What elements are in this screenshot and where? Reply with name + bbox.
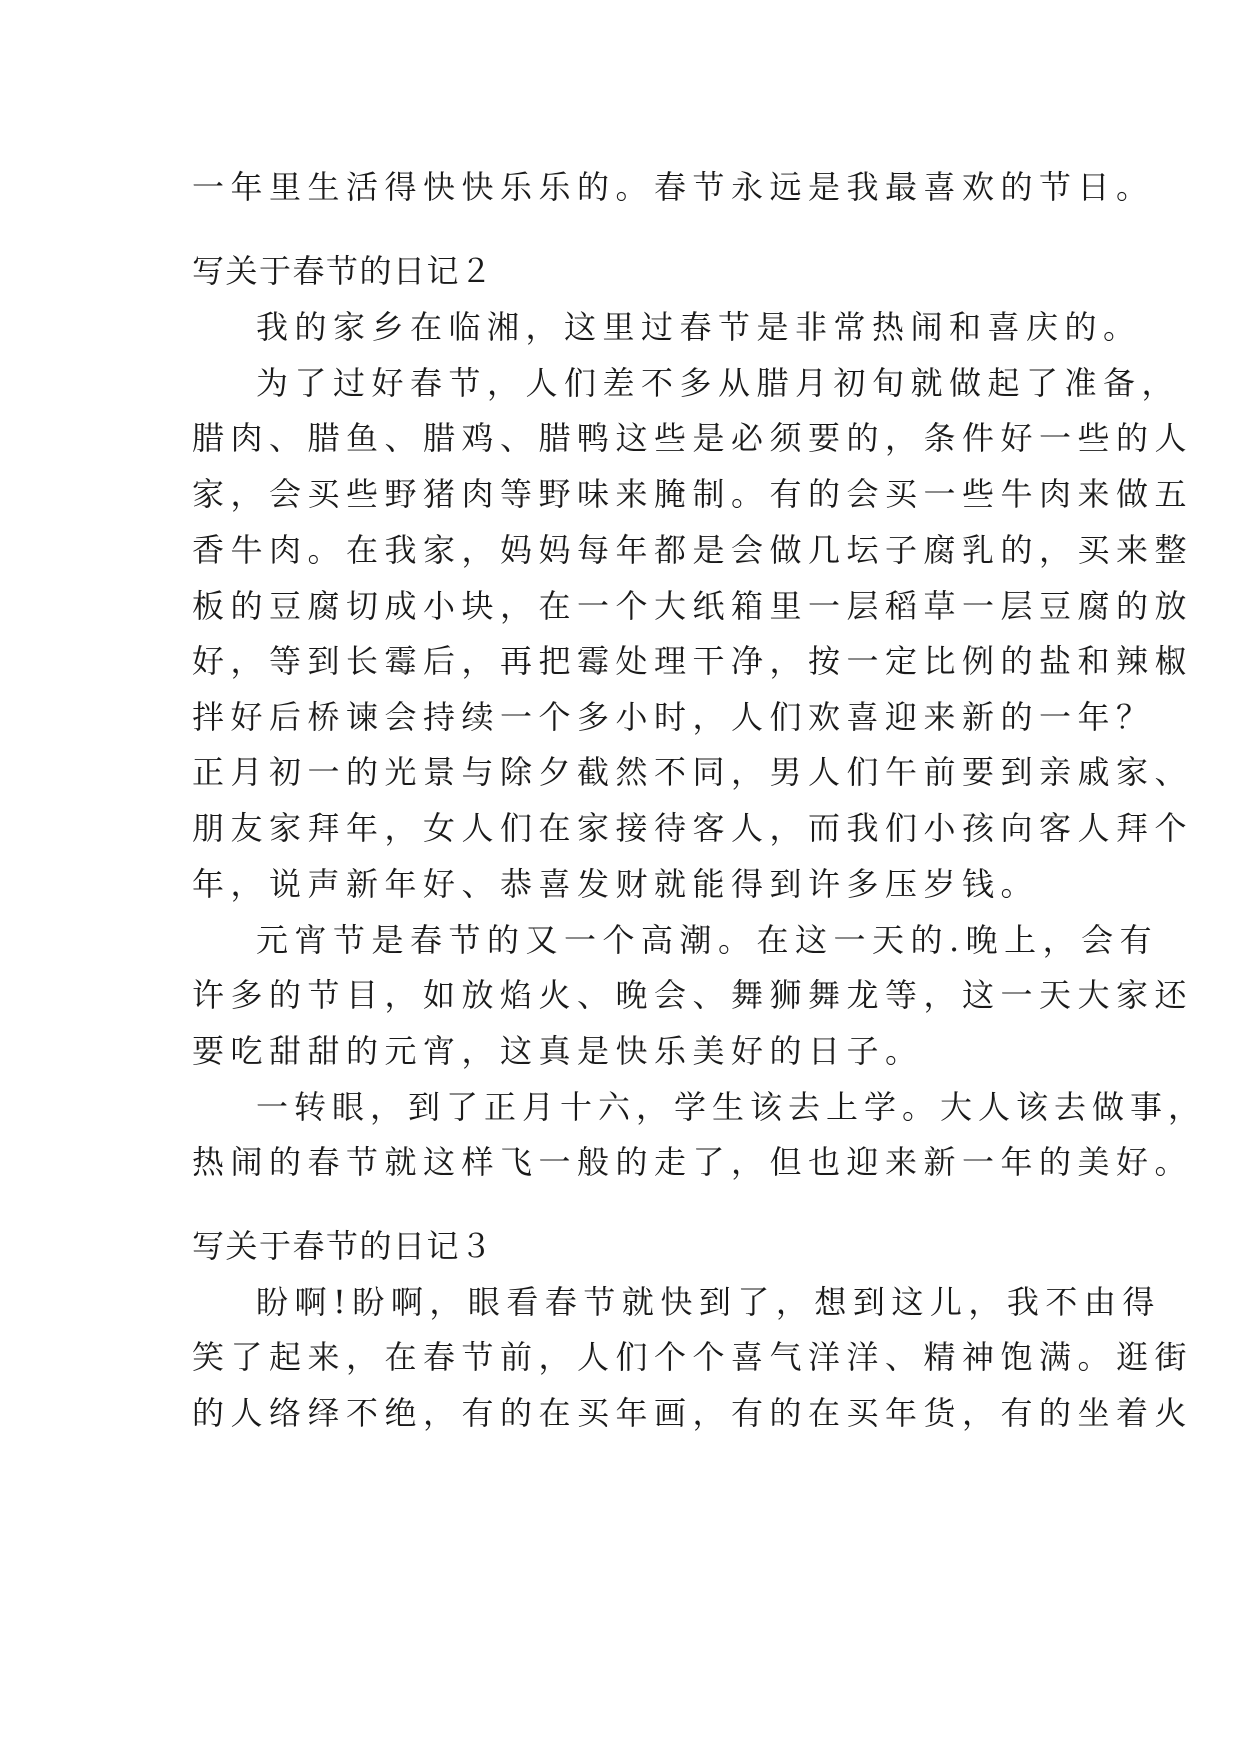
paragraph-line: 板的豆腐切成小块，在一个大纸箱里一层稻草一层豆腐的放 [192, 587, 1194, 625]
paragraph-line: 的人络绎不绝，有的在买年画，有的在买年货，有的坐着火 [192, 1394, 1194, 1432]
paragraph-line: 笑了起来，在春节前，人们个个喜气洋洋、精神饱满。逛街 [192, 1338, 1194, 1376]
paragraph-line: 一转眼，到了正月十六，学生该去上学。大人该去做事， [256, 1088, 1207, 1126]
paragraph-line: 一年里生活得快快乐乐的。春节永远是我最喜欢的节日。 [192, 168, 1155, 206]
paragraph-line: 腊肉、腊鱼、腊鸡、腊鸭这些是必须要的，条件好一些的人 [192, 419, 1194, 457]
paragraph-line: 我的家乡在临湘，这里过春节是非常热闹和喜庆的。 [256, 308, 1142, 346]
paragraph-line: 香牛肉。在我家，妈妈每年都是会做几坛子腐乳的，买来整 [192, 531, 1194, 569]
paragraph-line: 年，说声新年好、恭喜发财就能得到许多压岁钱。 [192, 865, 1040, 903]
paragraph-line: 拌好后桥谏会持续一个多小时，人们欢喜迎来新的一年？ [192, 698, 1155, 736]
paragraph-line: 热闹的春节就这样飞一般的走了，但也迎来新一年的美好。 [192, 1143, 1194, 1181]
paragraph-line: 元宵节是春节的又一个高潮。在这一天的.晚上，会有 [256, 921, 1159, 959]
paragraph-line: 家，会买些野猪肉等野味来腌制。有的会买一些牛肉来做五 [192, 475, 1194, 513]
paragraph-line: 朋友家拜年，女人们在家接待客人，而我们小孩向客人拜个 [192, 809, 1194, 847]
paragraph-line: 为了过好春节，人们差不多从腊月初旬就做起了准备， [256, 364, 1181, 402]
section-heading: 写关于春节的日记３ [192, 1227, 494, 1265]
paragraph-line: 好，等到长霉后，再把霉处理干净，按一定比例的盐和辣椒 [192, 642, 1194, 680]
paragraph-line: 要吃甜甜的元宵，这真是快乐美好的日子。 [192, 1032, 924, 1070]
paragraph-line: 盼啊!盼啊，眼看春节就快到了，想到这儿，我不由得 [256, 1283, 1161, 1321]
section-heading: 写关于春节的日记２ [192, 252, 494, 290]
paragraph-line: 许多的节目，如放焰火、晚会、舞狮舞龙等，这一天大家还 [192, 976, 1194, 1014]
paragraph-line: 正月初一的光景与除夕截然不同，男人们午前要到亲戚家、 [192, 753, 1194, 791]
